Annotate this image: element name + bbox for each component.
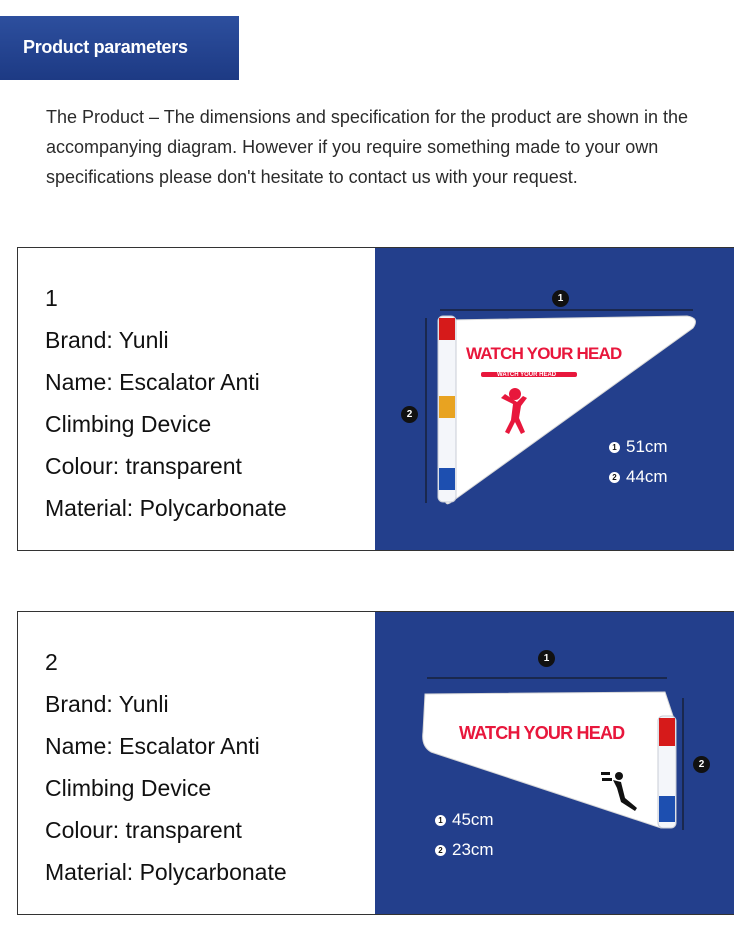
marker-2-badge: 2 [401,406,418,423]
marker-2-badge: 2 [693,756,710,773]
post-blue-band [439,468,455,490]
dimension-value: 44cm [626,467,668,486]
sign-warning-text: WATCH YOUR HEAD [459,723,625,743]
product-number: 2 [45,649,58,675]
dimension-value: 51cm [626,437,668,456]
colour-line: Colour: transparent [45,453,242,479]
product-diagram-panel [375,612,734,914]
dimension-marker: 2 [435,845,446,856]
dimension-row [609,467,668,487]
post-blue-band [659,796,675,822]
marker-1-badge: 1 [552,290,569,307]
product-specs [45,641,287,893]
name-line: Name: Escalator Anti [45,733,260,759]
colour-line: Colour: transparent [45,817,242,843]
sign-small-text: WATCH YOUR HEAD [497,372,557,378]
name-line-continued: Climbing Device [45,775,212,801]
material-line: Material: Polycarbonate [45,495,287,521]
name-line-continued: Climbing Device [45,411,212,437]
product-diagram-panel [375,248,734,550]
dimension-row [609,437,668,457]
post-red-band [439,318,455,340]
intro-paragraph: The Product – The dimensions and specification for the product are shown in the accompanying diagram. However if you require something made to your own specifications please don't hesitate to contact us with your request. [46,107,689,187]
section-title: Product parameters [23,37,188,57]
product-card-1 [17,247,734,551]
post-amber-band [439,396,455,418]
dimension-marker: 1 [435,815,446,826]
name-line: Name: Escalator Anti [45,369,260,395]
section-header-tab [0,16,239,80]
dimension-row [435,840,494,860]
product-specs [45,277,287,529]
dimension-row [435,810,494,830]
sign-warning-text: WATCH YOUR HEAD [466,344,622,363]
dimension-value: 23cm [452,840,494,859]
brand-line: Brand: Yunli [45,691,169,717]
product-number: 1 [45,285,58,311]
dimension-marker: 1 [609,442,620,453]
dimension-marker: 2 [609,472,620,483]
product-card-2 [17,611,734,915]
dimension-value: 45cm [452,810,494,829]
marker-1-badge: 1 [538,650,555,667]
post-red-band [659,718,675,746]
material-line: Material: Polycarbonate [45,859,287,885]
brand-line: Brand: Yunli [45,327,169,353]
